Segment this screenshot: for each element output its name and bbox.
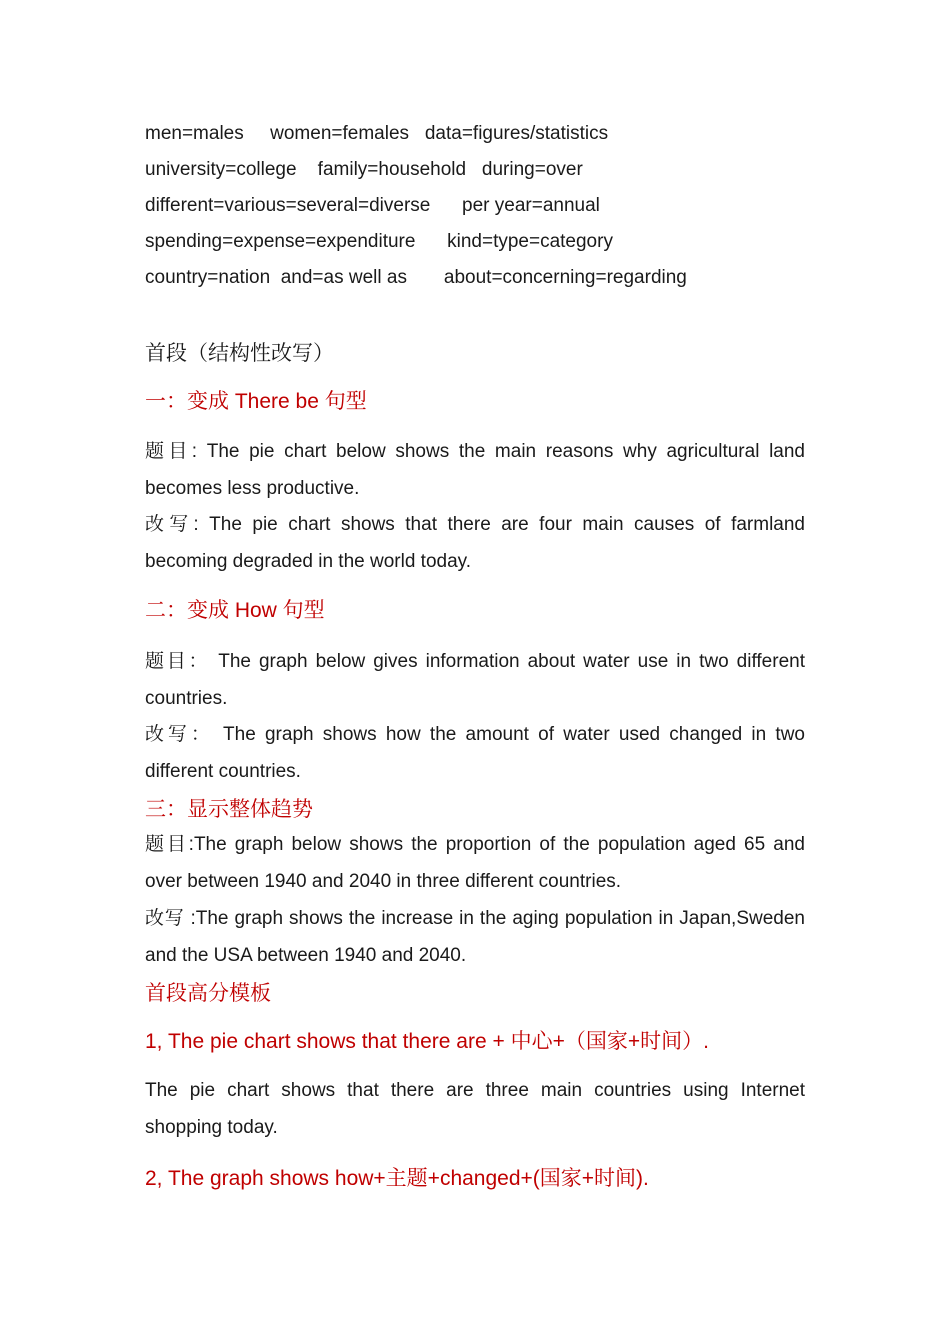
vocab-list bbox=[145, 116, 805, 296]
vocab-line: country=nation and=as well as about=concerning=regarding bbox=[145, 267, 687, 288]
template-item-1: 1, The pie chart shows that there are + 中心+（国家+时间）. bbox=[145, 1030, 709, 1053]
rewrite-2: 改写： The graph shows how the amount of water used changed in two different countries. bbox=[145, 724, 805, 782]
heading-template: 首段高分模板 bbox=[145, 982, 271, 1005]
rewrite-1: 改写: The pie chart shows that there are four main causes of farmland becoming degraded in the world today. bbox=[145, 514, 805, 572]
section-title: 首段（结构性改写） bbox=[145, 342, 334, 365]
question-1: 题目: The pie chart below shows the main reasons why agricultural land becomes less productive. bbox=[145, 441, 805, 499]
heading-there-be: 一：变成 There be 句型 bbox=[145, 390, 367, 413]
vocab-line: different=various=several=diverse per year=annual bbox=[145, 195, 600, 216]
vocab-line: spending=expense=expenditure kind=type=category bbox=[145, 231, 613, 252]
vocab-line: university=college family=household during=over bbox=[145, 159, 583, 180]
question-3: 题目:The graph below shows the proportion of the population aged 65 and over between 1940 and 2040 in three different countries. bbox=[145, 834, 805, 892]
heading-trend: 三：显示整体趋势 bbox=[145, 798, 313, 821]
vocab-line: men=males women=females data=figures/statistics bbox=[145, 123, 609, 144]
question-2: 题目： The graph below gives information about water use in two different countries. bbox=[145, 651, 805, 709]
template-example-1: The pie chart shows that there are three main countries using Internet shopping today. bbox=[145, 1080, 805, 1138]
heading-how: 二：变成 How 句型 bbox=[145, 599, 325, 622]
rewrite-3: 改写 :The graph shows the increase in the aging population in Japan,Sweden and the USA between 1940 and 2040. bbox=[145, 908, 805, 966]
template-item-2: 2, The graph shows how+主题+changed+(国家+时间). bbox=[145, 1167, 649, 1190]
